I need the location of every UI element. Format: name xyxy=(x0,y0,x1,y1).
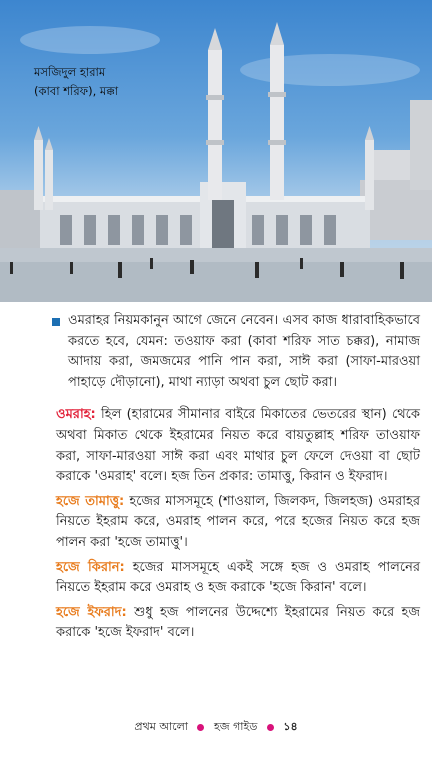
separator-dot-icon xyxy=(197,724,204,731)
definition-hajj-tamattu xyxy=(56,492,420,554)
publisher-name: প্রথম আলো xyxy=(134,720,188,733)
caption-line-1: মসজিদুল হারাম xyxy=(34,65,106,79)
caption-line-2: (কাবা শরিফ), মক্কা xyxy=(34,84,119,98)
umrah-rules-text: ওমরাহর নিয়মকানুন আগে জেনে নেবেন। এসব কাজ ধারাবাহিকভাবে করতে হবে, যেমন: তওয়াফ করা (কাবা শরিফ সাত চক্কর), নামাজ আদায় করা, জমজমের পানি পান করা, সাঈ করা (সাফা-মারওয়া পাহাড়ে দৌড়ানো), মাথা ন্যাড়া অথবা চুল ছোট করা। xyxy=(68,313,420,390)
definition-hajj-tamattu-text: হজের মাসসমূহে (শাওয়াল, জিলকদ, জিলহজ) ওমরাহর নিয়তে ইহরাম করে, ওমরাহ পালন করে, পরে হজের নিয়ত করে হজ পালন করা 'হজে তামাত্তু'। xyxy=(56,493,420,550)
article-body xyxy=(56,311,420,644)
photo-caption xyxy=(34,63,118,101)
umrah-rules-paragraph xyxy=(56,311,420,393)
term-umrah: ওমরাহ: xyxy=(56,407,96,423)
term-hajj-ifrad: হজে ইফরাদ: xyxy=(56,604,127,620)
term-hajj-tamattu: হজে তামাত্তু: xyxy=(56,493,125,509)
square-bullet-icon xyxy=(52,318,60,326)
definition-hajj-qiran-text: হজের মাসসমূহে একই সঙ্গে হজ ও ওমরাহ পালনের নিয়তে ইহরাম করে ওমরাহ ও হজ করাকে 'হজে কিরান' বলে। xyxy=(56,559,420,596)
guide-name: হজ গাইড xyxy=(213,720,258,733)
definition-hajj-ifrad xyxy=(56,603,420,644)
definition-hajj-qiran xyxy=(56,558,420,599)
page-number: ১৪ xyxy=(283,720,298,733)
definition-umrah xyxy=(56,405,420,487)
definition-hajj-ifrad-text: শুধু হজ পালনের উদ্দেশ্যে ইহরামের নিয়ত করে হজ করাকে 'হজে ইফরাদ' বলে। xyxy=(56,604,421,641)
masjid-al-haram-photo xyxy=(0,0,432,302)
separator-dot-icon xyxy=(267,724,274,731)
term-hajj-qiran: হজে কিরান: xyxy=(56,559,125,575)
definition-umrah-text: হিল (হারামের সীমানার বাইরে মিকাতের ভেতরের স্থান) থেকে অথবা মিকাত থেকে ইহরামের নিয়ত করে বায়তুল্লাহ শরিফ তাওয়াফ করা, সাফা-মারওয়া সাঈ করা এবং মাথার চুল ফেলে দেওয়া বা ছোট করাকে 'ওমরাহ' বলে। হজ তিন প্রকার: তামাত্তু, কিরান ও ইফরাদ। xyxy=(56,407,420,485)
page-footer xyxy=(0,718,432,737)
mosque-illustration xyxy=(0,0,432,302)
